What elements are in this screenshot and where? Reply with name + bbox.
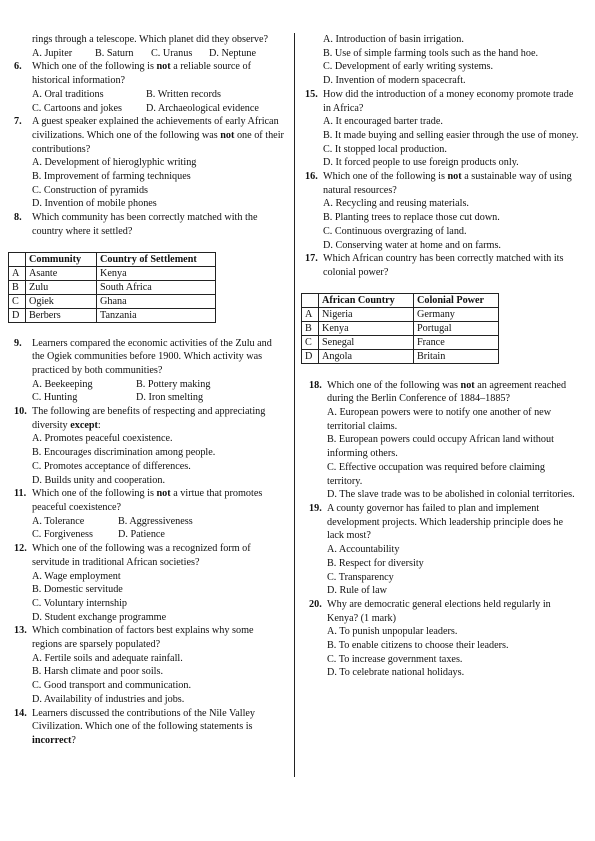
- table-row: D Angola Britain: [302, 349, 499, 363]
- option: C. Effective occupation was required before claiming territory.: [327, 461, 545, 487]
- option: A. Wage employment: [32, 570, 121, 582]
- option: D. Invention of mobile phones: [32, 198, 157, 210]
- question-14: 14. Learners discussed the contributions of the Nile Valley Civilization. Which one of the following statements is incorrect?: [14, 707, 256, 746]
- option: B. Aggressiveness: [118, 515, 193, 527]
- question-11: 11. Which one of the following is not a virtue that promotes peaceful coexistence?: [14, 488, 263, 513]
- question-text: Which African country has been correctly matched with its colonial power?: [323, 253, 564, 278]
- option: A. It encouraged barter trade.: [323, 116, 443, 128]
- community-table: [8, 252, 216, 323]
- question-number: 17.: [305, 253, 318, 265]
- question-10: 10. The following are benefits of respecting and appreciating diversity except:: [14, 406, 266, 431]
- table-header-row: [302, 293, 499, 307]
- question-17: [305, 252, 580, 279]
- table-header: African Country: [319, 293, 414, 307]
- option: B. Planting trees to replace those cut down.: [323, 212, 500, 224]
- option: B. Pottery making: [136, 378, 211, 390]
- question-number: 8.: [14, 212, 22, 224]
- table-row: B Kenya Portugal: [302, 321, 499, 335]
- question-number: 15.: [305, 88, 318, 100]
- question-18: 18. Which one of the following was not an agreement reached during the Berlin Conference of 1884–1885?: [309, 379, 567, 405]
- right-column: [305, 33, 580, 680]
- option: C. Cartoons and jokes: [32, 102, 122, 114]
- question-text: How did the introduction of a money economy promote trade in Africa?: [323, 88, 574, 114]
- table-row: C Senegal France: [302, 335, 499, 349]
- question-19: [309, 502, 580, 543]
- option: C. Promotes acceptance of differences.: [32, 460, 191, 472]
- option: D. Rule of law: [327, 585, 387, 597]
- option: C. Hunting: [32, 392, 78, 404]
- option: D. To celebrate national holidays.: [327, 667, 465, 679]
- question-5-continued: [14, 33, 285, 47]
- question-number: 6.: [14, 61, 22, 73]
- option: C. Voluntary internship: [32, 597, 127, 609]
- option: D. Student exchange programme: [32, 611, 167, 623]
- question-8: [14, 211, 285, 238]
- colonial-power-table: [301, 293, 499, 364]
- table-header-row: [9, 252, 216, 266]
- option: D. Availability of industries and jobs.: [32, 693, 185, 705]
- question-9: [14, 337, 285, 378]
- question-9-options-ab: [14, 378, 285, 392]
- option: C. Transparency: [327, 571, 394, 583]
- question-number: 14.: [14, 707, 27, 719]
- option: D. Neptune: [209, 47, 256, 59]
- table-row: A Nigeria Germany: [302, 307, 499, 321]
- question-6: 6. Which one of the following is not a reliable source of historical information?: [14, 61, 251, 87]
- option: D. Invention of modern spacecraft.: [323, 75, 466, 87]
- option: B. Improvement of farming techniques: [32, 171, 191, 183]
- question-number: 13.: [14, 625, 27, 637]
- option: A. Introduction of basin irrigation.: [323, 34, 464, 45]
- table-header: Colonial Power: [414, 293, 499, 307]
- option: C. To increase government taxes.: [327, 653, 463, 665]
- option: B. Encourages discrimination among people.: [32, 447, 216, 459]
- option: B. Use of simple farming tools such as the hand hoe.: [323, 47, 539, 59]
- question-number: 20.: [309, 598, 322, 610]
- option: A. Promotes peaceful coexistence.: [32, 433, 173, 445]
- option: B. To enable citizens to choose their leaders.: [327, 640, 509, 652]
- option: A. Oral traditions: [32, 88, 104, 100]
- option: A. Recycling and reusing materials.: [323, 198, 469, 210]
- option: A. Beekeeping: [32, 378, 93, 390]
- question-text: Which combination of factors best explains why some regions are sparsely populated?: [32, 625, 254, 651]
- question-13: [14, 624, 285, 651]
- question-12: [14, 542, 285, 569]
- question-number: 12.: [14, 543, 27, 555]
- left-column: [14, 33, 285, 748]
- option: C. It stopped local production.: [323, 143, 447, 155]
- question-5-options: [14, 47, 285, 61]
- question-text: Which one of the following was a recognized form of servitude in traditional African societies?: [32, 543, 251, 568]
- table-header: Community: [26, 252, 97, 266]
- table-row: D Berbers Tanzania: [9, 308, 216, 322]
- option: B. Respect for diversity: [327, 557, 424, 569]
- option: C. Continuous overgrazing of land.: [323, 225, 467, 237]
- question-20: [309, 598, 580, 625]
- option: B. Domestic servitude: [32, 584, 123, 596]
- table-row: A Asante Kenya: [9, 266, 216, 280]
- question-15: [305, 88, 580, 115]
- question-number: 11.: [14, 488, 27, 500]
- question-9-options-cd: [14, 391, 285, 405]
- table-header: Country of Settlement: [97, 252, 216, 266]
- option: A. European powers were to notify one another of new territorial claims.: [327, 407, 552, 432]
- option: A. Development of hieroglyphic writing: [32, 157, 197, 169]
- question-number: 10.: [14, 406, 27, 418]
- option: D. Patience: [118, 529, 165, 541]
- question-text: Learners compared the economic activities of the Zulu and the Ogiek communities before 1900. Which activity was practiced by both communities?: [32, 337, 272, 376]
- option: C. Uranus: [151, 47, 193, 59]
- option: B. It made buying and selling easier through the use of money.: [323, 129, 579, 141]
- option: D. Archaeological evidence: [146, 102, 259, 114]
- option: D. The slave trade was to be abolished in colonial territories.: [327, 489, 575, 501]
- option: D. Iron smelting: [136, 392, 204, 404]
- question-7: 7. A guest speaker explained the achievements of early African civilizations. Which one of the following was not one of their contributions?: [14, 116, 284, 155]
- question-number: 18.: [309, 379, 322, 391]
- table-row: C Ogiek Ghana: [9, 294, 216, 308]
- table-row: B Zulu South Africa: [9, 280, 216, 294]
- question-number: 7.: [14, 116, 22, 128]
- question-text: rings through a telescope. Which planet did they observe?: [32, 34, 269, 45]
- column-divider: [294, 33, 295, 777]
- question-number: 16.: [305, 171, 318, 183]
- option: B. Harsh climate and poor soils.: [32, 666, 163, 678]
- question-6-options-cd: [14, 102, 285, 116]
- option: C. Development of early writing systems.: [323, 61, 494, 73]
- option: A. Jupiter: [32, 47, 73, 59]
- question-16: 16. Which one of the following is not a sustainable way of using natural resources?: [305, 171, 572, 196]
- option: D. It forced people to use foreign products only.: [323, 157, 519, 169]
- option: C. Forgiveness: [32, 529, 93, 541]
- questions-18-20: [305, 379, 580, 680]
- question-6-options-ab: [14, 88, 285, 102]
- option: B. Written records: [146, 88, 221, 100]
- question-number: 19.: [309, 502, 322, 514]
- question-11-options-cd: [14, 528, 285, 542]
- question-text: Why are democratic general elections held regularly in Kenya? (1 mark): [327, 598, 551, 624]
- option: D. Builds unity and cooperation.: [32, 474, 165, 486]
- question-text: Which community has been correctly matched with the country where it settled?: [32, 212, 258, 237]
- option: A. Accountability: [327, 544, 400, 556]
- option: C. Construction of pyramids: [32, 184, 149, 196]
- option: C. Good transport and communication.: [32, 680, 192, 692]
- option: B. Saturn: [95, 47, 134, 59]
- option: A. Fertile soils and adequate rainfall.: [32, 652, 183, 664]
- option: A. To punish unpopular leaders.: [327, 626, 458, 638]
- option: B. European powers could occupy African land without informing others.: [327, 434, 554, 460]
- question-number: 9.: [14, 337, 22, 349]
- question-text: A county governor has failed to plan and implement development projects. Which leadership principle does he lack most?: [327, 502, 564, 542]
- option: A. Tolerance: [32, 515, 85, 527]
- option: D. Conserving water at home and on farms.: [323, 239, 501, 251]
- question-11-options-ab: [14, 515, 285, 529]
